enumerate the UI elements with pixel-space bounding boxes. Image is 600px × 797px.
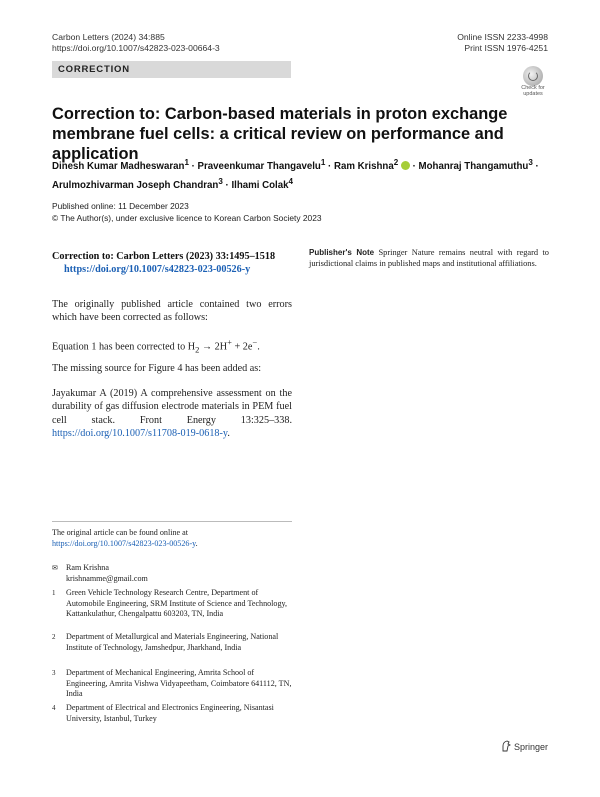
author: Ram Krishna$^2$ — [334, 161, 410, 172]
correction-reference — [52, 250, 292, 276]
orcid-icon[interactable] — [401, 161, 410, 170]
reference-paragraph: Jayakumar A (2019) A comprehensive assessment on the durability of gas diffusion electrode materials in PEM fuel cell stack. Front Energy 13:325–338. https://doi.org/10.1007/s11708-019-0618-y. — [52, 388, 292, 439]
envelope-icon: ✉ — [52, 564, 58, 572]
publishers-note: Publisher's Note Springer Nature remains neutral with regard to jurisdictional claims in published maps and institutional affiliations. — [309, 248, 549, 268]
reference-doi-link[interactable]: https://doi.org/10.1007/s11708-019-0618-y — [52, 427, 228, 439]
online-issn: Online ISSN 2233-4998 — [457, 32, 548, 42]
running-header-right — [457, 32, 548, 54]
contact-email[interactable]: krishnamme@gmail.com — [66, 573, 148, 583]
springer-horse-icon — [501, 740, 511, 752]
section-label: CORRECTION — [58, 64, 130, 75]
affiliation: 4 Department of Electrical and Electronics Engineering, Nisantasi University, Istanbul, Turkey — [52, 703, 274, 723]
author-list: Dinesh Kumar Madheswaran$^1$ · Praveenkumar Thangavelu$^1$ · Ram Krishna$^2$ · Mohanraj Thangamuthu$^3$ · Arulmozhivarman Joseph Chandran$^3$ · Ilhami Colak$^4$ — [52, 158, 539, 191]
published-date: Published online: 11 December 2023 — [52, 201, 189, 211]
equation-paragraph: Equation 1 has been corrected to $H_2 \to 2H^+ + 2e^-$. — [52, 337, 260, 355]
affiliation: 1 Green Vehicle Technology Research Centre, Department of Automobile Engineering, SRM Institute of Science and Technology, Kattankulathur, Chengalpattu 603203, TN, India — [52, 588, 288, 619]
author: Mohanraj Thangamuthu$^3$ — [418, 158, 533, 173]
print-issn: Print ISSN 1976-4251 — [464, 43, 548, 53]
author: Dinesh Kumar Madheswaran$^1$ — [52, 158, 189, 173]
contact-name: Ram Krishna — [66, 563, 109, 572]
check-for-updates-icon — [523, 66, 543, 86]
article-doi[interactable]: https://doi.org/10.1007/s42823-023-00664-3 — [52, 43, 220, 53]
body-paragraph: The missing source for Figure 4 has been added as: — [52, 363, 262, 374]
running-header-left — [52, 32, 220, 54]
affiliation: 2 Department of Metallurgical and Materials Engineering, National Institute of Technology, Jamshedpur, Jharkhand, India — [52, 632, 279, 652]
footnote-divider — [52, 521, 292, 522]
check-for-updates-badge[interactable]: Check for updates — [517, 66, 549, 96]
original-article-footnote-link[interactable]: https://doi.org/10.1007/s42823-023-00526-y — [52, 538, 196, 548]
publisher-logo: Springer — [501, 740, 548, 752]
original-article-link[interactable]: https://doi.org/10.1007/s42823-023-00526-y — [64, 264, 251, 275]
publication-info — [52, 201, 322, 224]
author: Ilhami Colak$^4$ — [231, 176, 294, 191]
affiliation: 3 Department of Mechanical Engineering, Amrita School of Engineering, Amrita Vishwa Vidyapeetham, Coimbatore 641112, TN, India — [52, 668, 292, 699]
author: Arulmozhivarman Joseph Chandran$^3$ — [52, 176, 223, 191]
original-article-footnote: The original article can be found online at https://doi.org/10.1007/s42823-023-00526-y. — [52, 528, 198, 548]
corresponding-author — [52, 563, 292, 584]
journal-citation: Carbon Letters (2024) 34:885 — [52, 32, 165, 42]
copyright: © The Author(s), under exclusive licence to Korean Carbon Society 2023 — [52, 212, 322, 223]
author: Praveenkumar Thangavelu$^1$ — [197, 158, 326, 173]
article-title: Correction to: Carbon-based materials in proton exchange membrane fuel cells: a critical review on performance and application — [52, 105, 508, 163]
body-paragraph: The originally published article contained two errors which have been corrected as follows: — [52, 299, 292, 324]
correction-label: Correction to: Carbon Letters (2023) 33:1495–1518 — [52, 251, 276, 262]
